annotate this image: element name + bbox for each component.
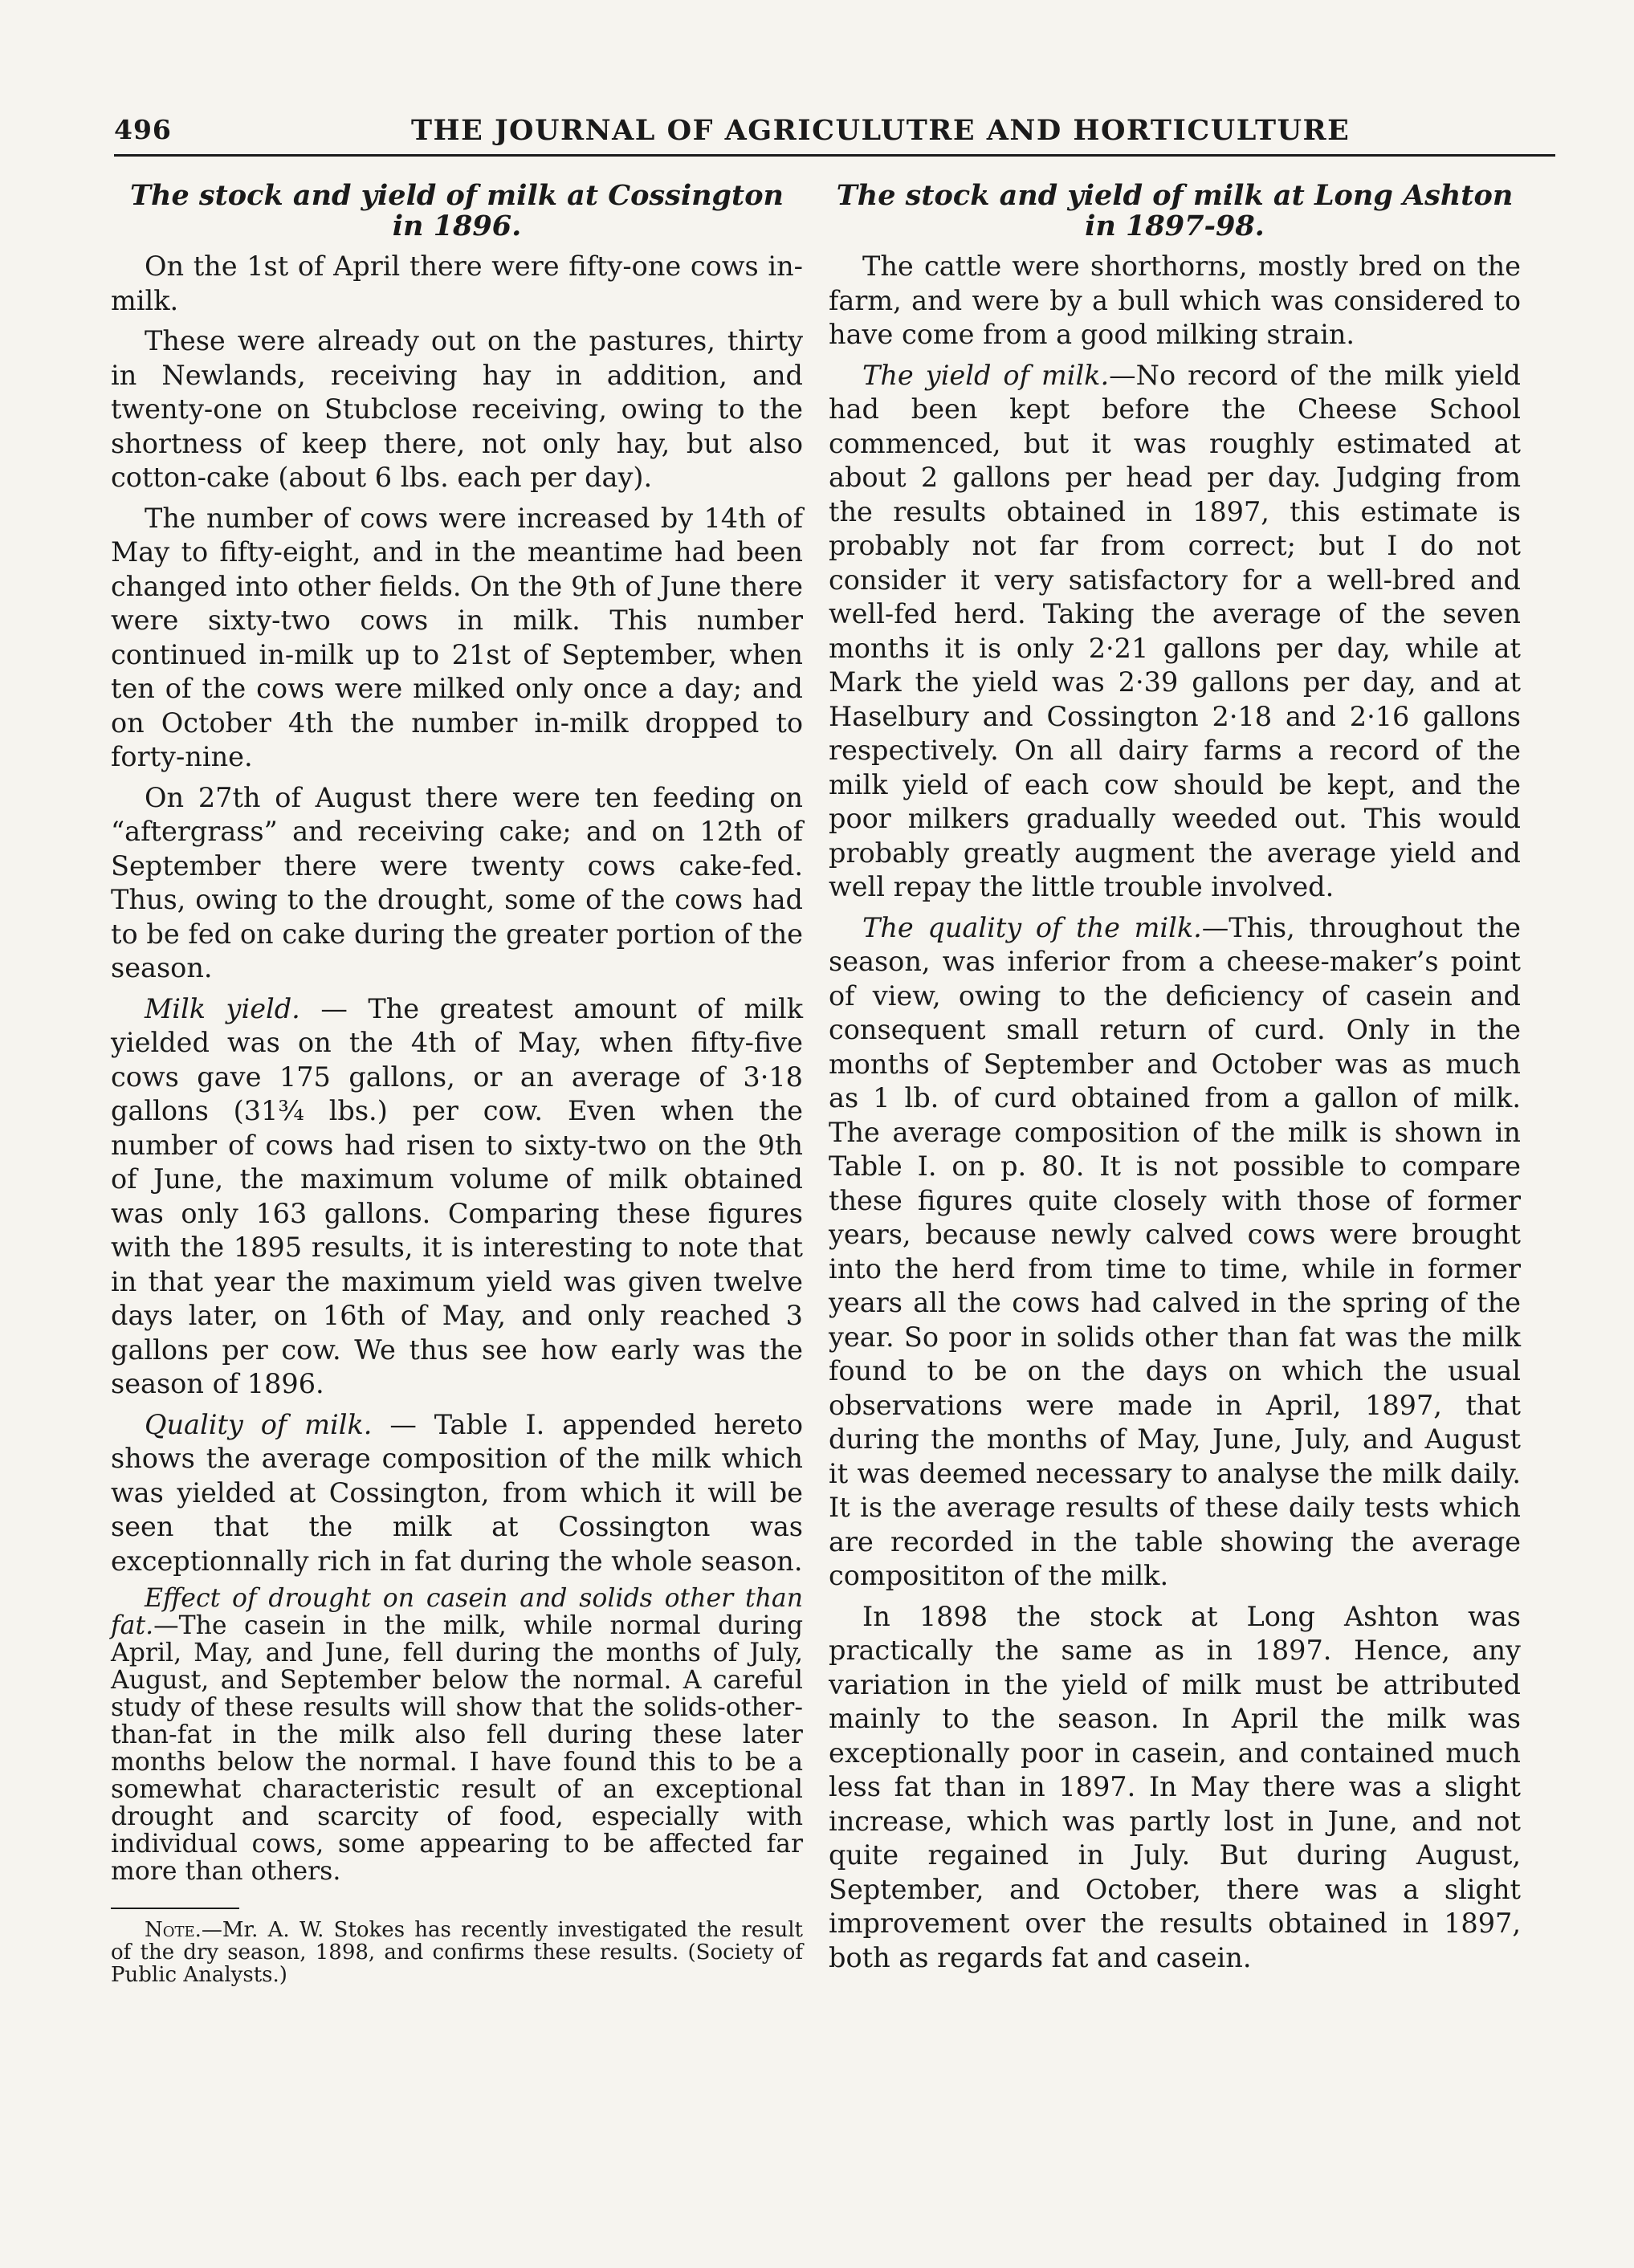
run-in-heading: Effect of drought on casein and solids other than fat. [111, 1584, 803, 1640]
paragraph: On 27th of August there were ten feeding on “aftergrass” and receiving cake; and on 12th of September there were twenty cows cake-fed. Thus, owing to the drought, some of the cows had to be fed on cake during the greater portion of the season. [111, 781, 803, 983]
paragraph-drought [111, 1585, 803, 1885]
section-heading-long-ashton [829, 181, 1521, 242]
heading-line: in 1896. [392, 210, 522, 242]
section-heading-cossington [111, 181, 803, 242]
footnote-text: —Mr. A. W. Stokes has recently investigated the result of the dry season, 1898, and confirms these results. (Society of Public Analysts.) [111, 1918, 803, 1987]
header-rule [114, 154, 1555, 157]
footnote-rule [111, 1908, 239, 1909]
heading-line: The stock and yield of milk at Long Ashton [836, 179, 1514, 212]
paragraph: These were already out on the pastures, thirty in Newlands, receiving hay in addition, and twenty-one on Stubclose receiving, owing to the shortness of keep there, not only hay, but also cotton-cake (about 6 lbs. each per day). [111, 325, 803, 493]
page-number: 496 [114, 114, 172, 145]
page-header [114, 114, 1555, 154]
footnote-label: Note. [145, 1918, 202, 1942]
heading-line: The stock and yield of milk at Cossington [129, 179, 784, 212]
paragraph-quality [829, 911, 1521, 1594]
paragraph: In 1898 the stock at Long Ashton was practically the same as in 1897. Hence, any variation in the yield of milk must be attributed mainly to the season. In April the milk was exceptionally poor in casein, and contained much less fat than in 1897. In May there was a slight increase, which was partly lost in June, and not quite regained in July. But during August, September, and October, there was a slight improvement over the results obtained in 1897, both as regards fat and casein. [829, 1600, 1521, 1973]
paragraph-quality [111, 1408, 803, 1579]
paragraph-yield [829, 359, 1521, 905]
heading-line: in 1897-98. [1085, 210, 1265, 242]
footnote [111, 1919, 803, 1986]
paragraph: The number of cows were increased by 14th of May to fifty-eight, and in the meantime had been changed into other fields. On the 9th of June there were sixty-two cows in milk. This number continued in-milk up to 21st of September, when ten of the cows were milked only once a day; and on October 4th the number in-milk dropped to forty-nine. [111, 502, 803, 772]
right-column [829, 181, 1521, 1981]
paragraph-text: — Table I. appended hereto shows the average composition of the milk which was yielded at Cossington, from which it will be seen that the milk at Cossington was exceptionnally rich in fat during the whole season. [111, 1408, 803, 1577]
paragraph-text: — The greatest amount of milk yielded was on the 4th of May, when fifty-five cows gave 175 gallons, or an average of 3·18 gallons (31¾ lbs.) per cow. Even when the number of cows had risen to sixty-two on the 9th of June, the maximum volume of milk obtained was only 163 gallons. Comparing these figures with the 1895 results, it is interesting to note that in that year the maximum yield was given twelve days later, on 16th of May, and only reached 3 gallons per cow. We thus see how early was the season of 1896. [111, 992, 803, 1399]
paragraph-milk-yield [111, 992, 803, 1402]
paragraph-text: —The casein in the milk, while normal during April, May, and June, fell during the months of July, August, and September below the normal. A careful study of these results will show that the solids-other-than-fat in the milk also fell during these later months below the normal. I have found this to be a somewhat characteristic result of an exceptional drought and scarcity of food, especially with individual cows, some appearing to be affected far more than others. [111, 1611, 803, 1886]
paragraph: On the 1st of April there were fifty-one cows in-milk. [111, 250, 803, 316]
left-column [111, 181, 803, 1986]
run-in-heading: Quality of milk. [145, 1408, 373, 1440]
run-in-heading: The yield of milk. [862, 359, 1110, 391]
running-head: THE JOURNAL OF AGRICULUTRE AND HORTICULTURE [411, 114, 1351, 147]
paragraph: The cattle were shorthorns, mostly bred on the farm, and were by a bull which was considered to have come from a good milking strain. [829, 250, 1521, 350]
paragraph-text: —This, throughout the season, was inferior from a cheese-maker’s point of view, owing to the deficiency of casein and consequent small return of curd. Only in the months of September and October was as much as 1 lb. of curd obtained from a gallon of milk. The average composition of the milk is shown in Table I. on p. 80. It is not possible to compare these figures quite closely with those of former years, because newly calved cows were brought into the herd from time to time, while in former years all the cows had calved in the spring of the year. So poor in solids other than fat was the milk found to be on the days on which the usual observations were made in April, 1897, that during the months of May, June, July, and August it was deemed necessary to analyse the milk daily. It is the average results of these daily tests which are recorded in the table showing the average composititon of the milk. [829, 911, 1521, 1591]
run-in-heading: The quality of the milk. [862, 911, 1202, 943]
run-in-heading: Milk yield. [145, 992, 300, 1024]
paragraph-text: —No record of the milk yield had been kept before the Cheese School commenced, but it was roughly estimated at about 2 gallons per head per day. Judging from the results obtained in 1897, this estimate is probably not far from correct; but I do not consider it very satisfactory for a well-bred and well-fed herd. Taking the average of the seven months it is only 2·21 gallons per day, while at Mark the yield was 2·39 gallons per day, and at Haselbury and Cossington 2·18 and 2·16 gallons respectively. On all dairy farms a record of the milk yield of each cow should be kept, and the poor milkers gradually weeded out. This would probably greatly augment the average yield and well repay the little trouble involved. [829, 359, 1521, 902]
